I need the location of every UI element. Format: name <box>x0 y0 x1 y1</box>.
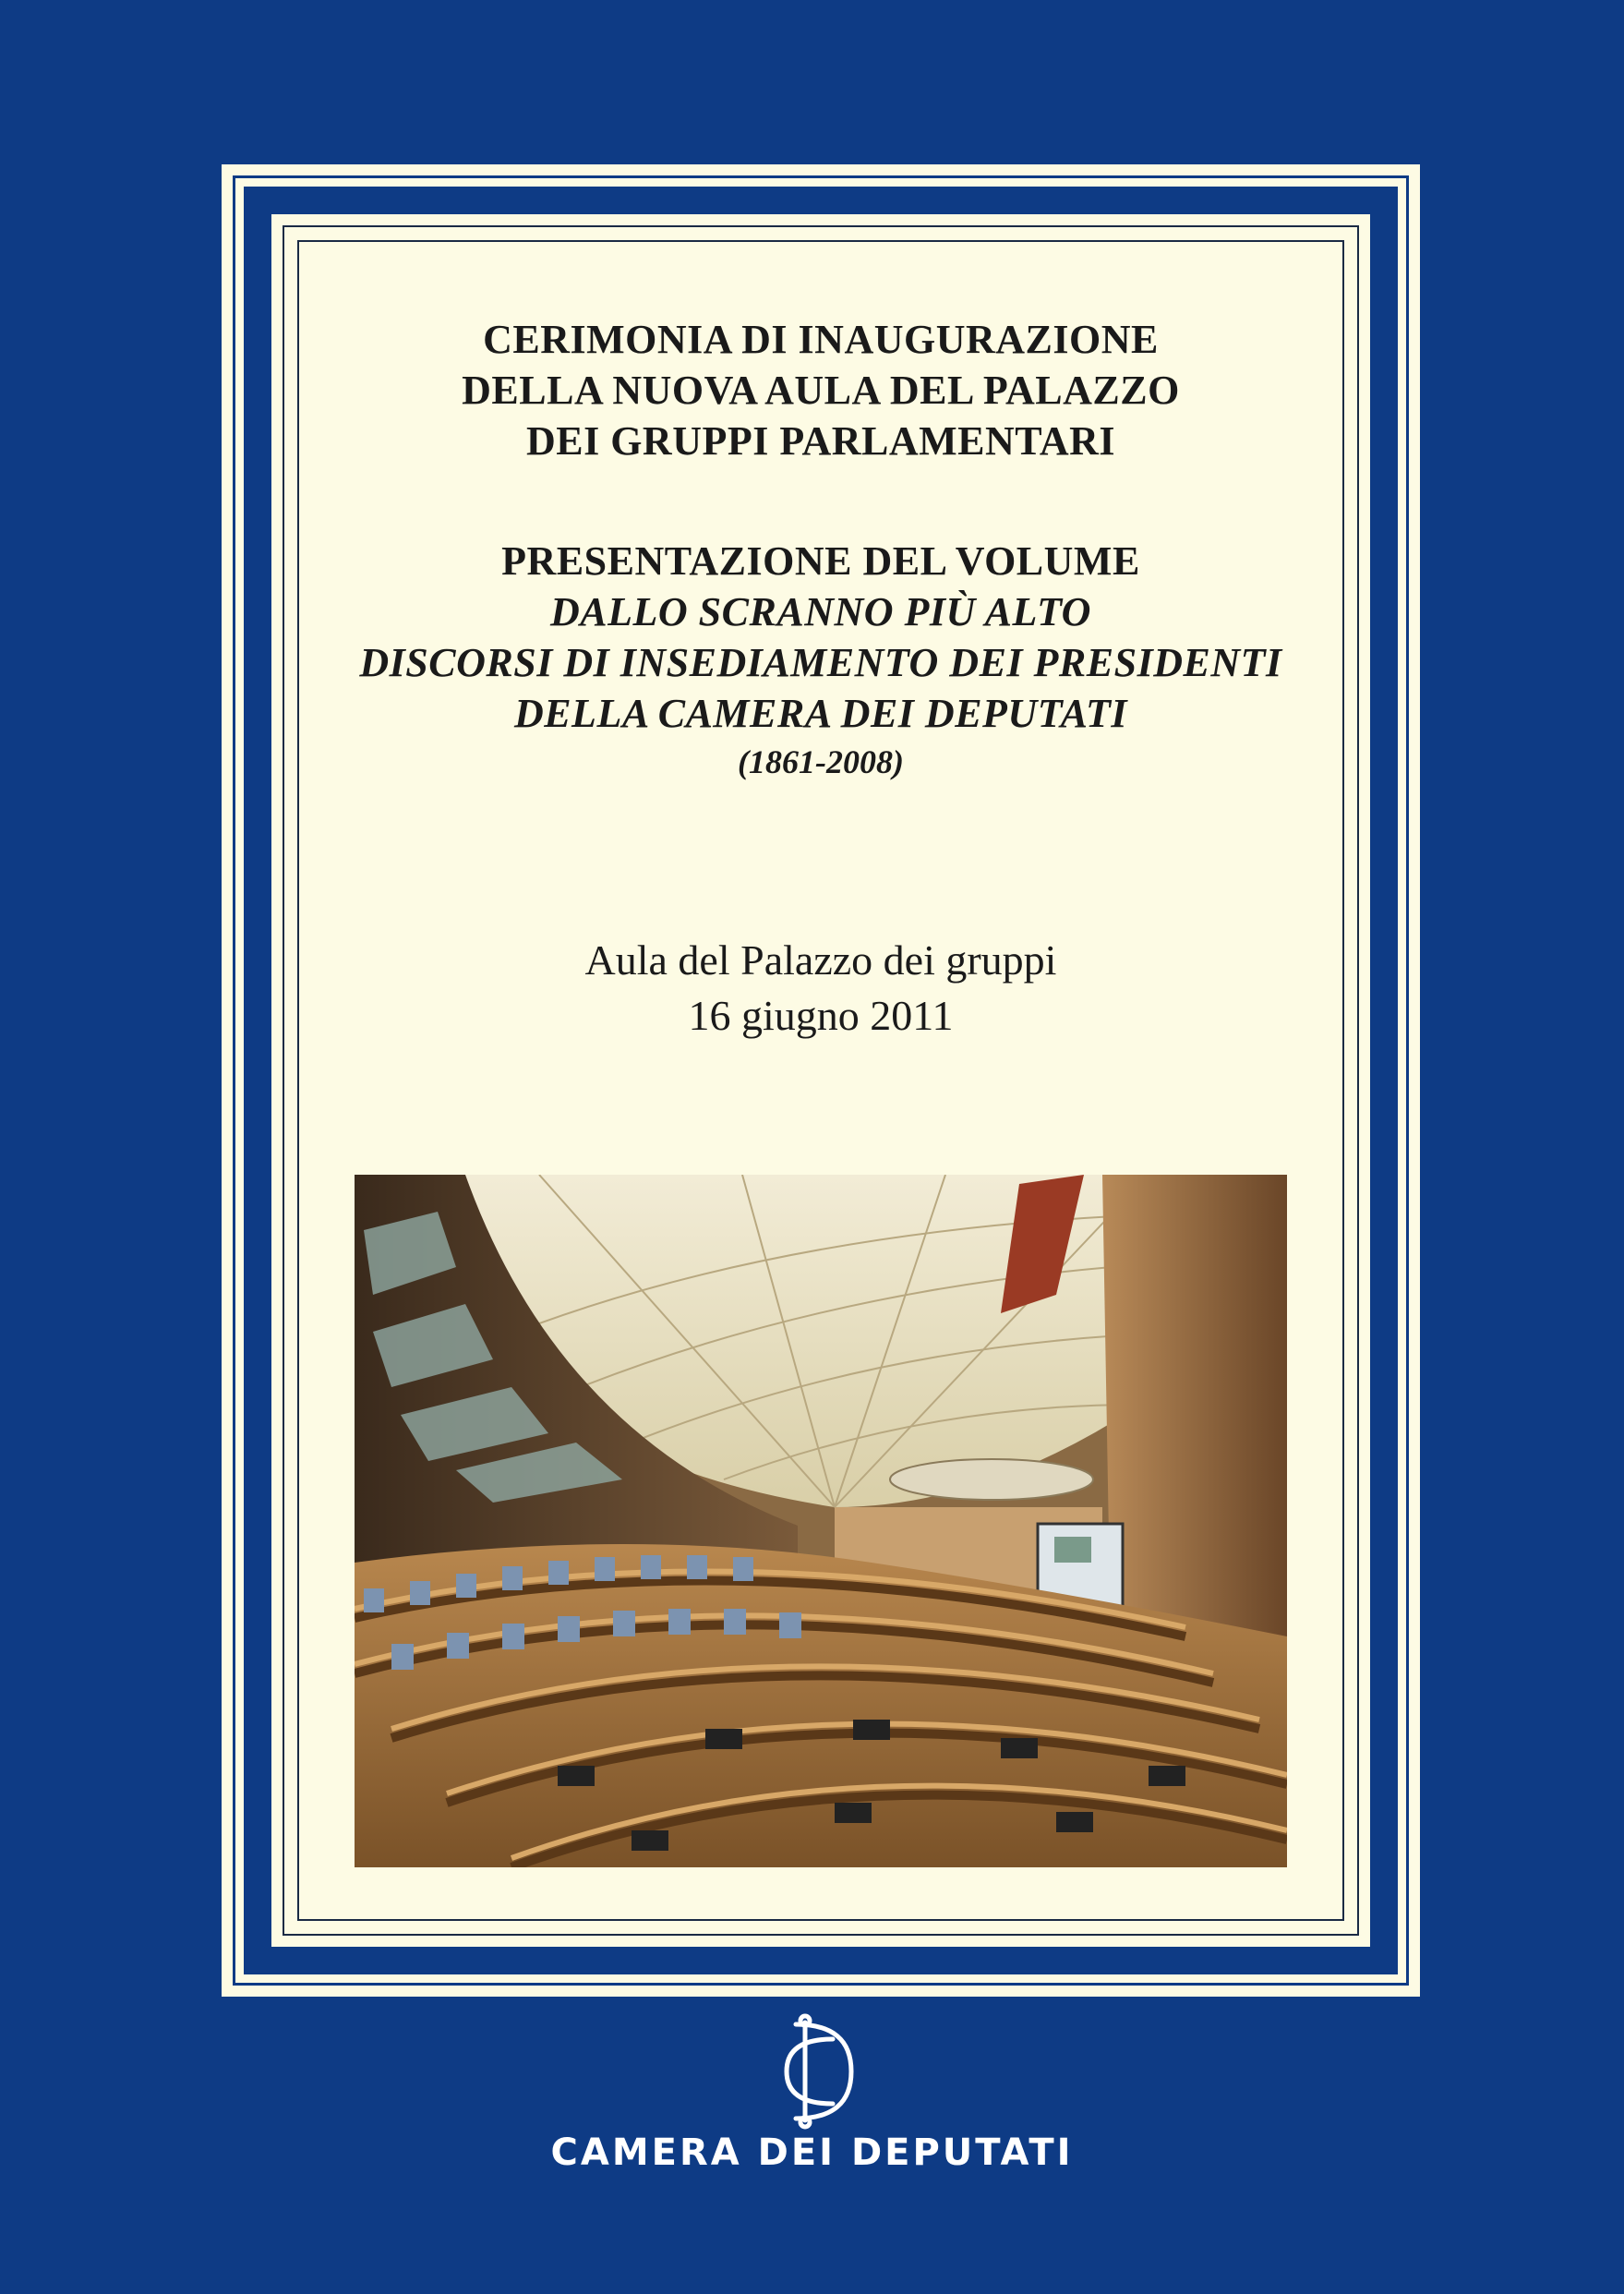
book-years: (1861-2008) <box>738 743 904 780</box>
event-details <box>297 933 1344 1044</box>
presentation-title <box>297 536 1344 785</box>
presentation-heading: PRESENTAZIONE DEL VOLUME <box>501 538 1140 584</box>
cover-content <box>297 240 1344 1921</box>
event-place: Aula del Palazzo dei gruppi <box>584 936 1057 984</box>
ceremony-title <box>297 314 1344 466</box>
book-title-line: DALLO SCRANNO PIÙ ALTO <box>550 589 1091 634</box>
camera-emblem-icon <box>768 2011 860 2131</box>
institution-name: CAMERA DEI DEPUTATI <box>550 2131 1074 2174</box>
ceremony-title-line: CERIMONIA DI INAUGURAZIONE <box>483 317 1159 362</box>
book-title-line: DISCORSI DI INSEDIAMENTO DEI PRESIDENTI <box>359 640 1282 685</box>
event-date: 16 giugno 2011 <box>688 992 954 1039</box>
chamber-photo-illustration <box>355 1175 1287 1867</box>
ceremony-title-line: DELLA NUOVA AULA DEL PALAZZO <box>462 368 1180 413</box>
ceremony-title-line: DEI GRUPPI PARLAMENTARI <box>525 418 1116 464</box>
chamber-photo <box>355 1175 1287 1867</box>
book-title-line: DELLA CAMERA DEI DEPUTATI <box>513 691 1128 736</box>
